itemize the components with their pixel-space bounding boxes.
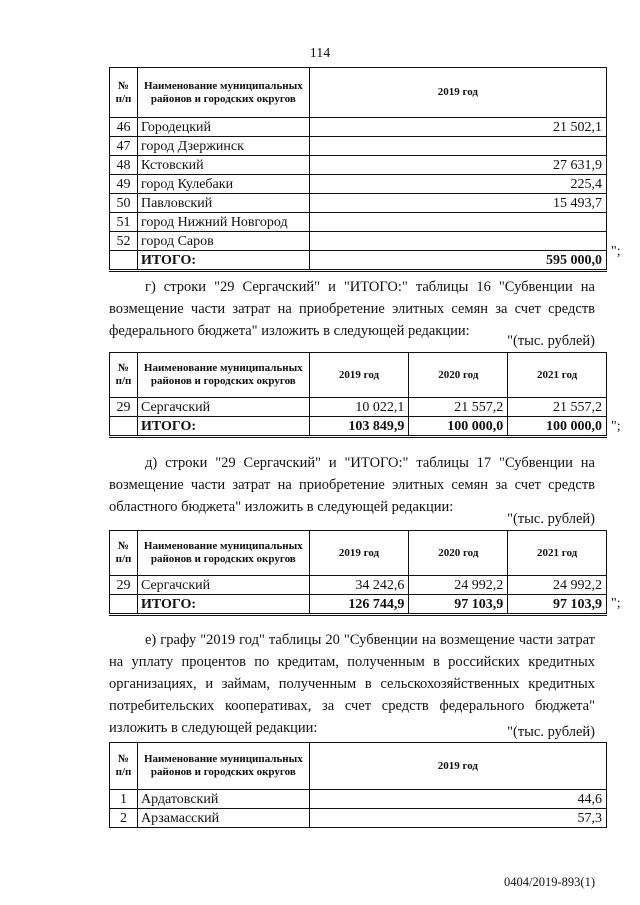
- total-label: ИТОГО:: [137, 417, 309, 437]
- row-value-2019: [309, 213, 606, 232]
- col-2021-header: 2021 год: [508, 353, 607, 398]
- row-value-2021: 21 557,2: [508, 398, 607, 417]
- row-no: 46: [110, 118, 138, 137]
- table-row: [110, 118, 607, 137]
- row-value-2019: [309, 137, 606, 156]
- total-label: ИТОГО:: [137, 251, 309, 271]
- row-value-2020: 21 557,2: [409, 398, 508, 417]
- row-no: 2: [110, 809, 138, 828]
- row-no: 51: [110, 213, 138, 232]
- document-code: 0404/2019-893(1): [504, 875, 595, 889]
- closing-quote: ";: [611, 596, 621, 611]
- row-name: Ардатовский: [137, 790, 309, 809]
- row-value-2019: 15 493,7: [309, 194, 606, 213]
- row-name: Городецкий: [137, 118, 309, 137]
- col-2019-header: 2019 год: [309, 68, 606, 118]
- col-2019-header: 2019 год: [309, 531, 409, 576]
- col-no-header: № п/п: [110, 743, 138, 790]
- table-row: [110, 137, 607, 156]
- row-name: город Саров: [137, 232, 309, 251]
- row-value-2021: 24 992,2: [508, 576, 607, 595]
- row-name: Кстовский: [137, 156, 309, 175]
- unit-label: "(тыс. рублей): [507, 511, 595, 527]
- unit-label: "(тыс. рублей): [507, 724, 595, 740]
- paragraph-d: д) строки "29 Сергачский" и "ИТОГО:" таблицы 17 "Субвенции на возмещение части затрат на приобретение элитных семян за счет средств областного бюджета" изложить в следующей редакции:: [109, 455, 595, 515]
- table-row: [110, 175, 607, 194]
- total-label: ИТОГО:: [137, 595, 309, 615]
- total-value-2021: 97 103,9: [508, 595, 607, 615]
- total-row: [110, 417, 607, 437]
- row-no: 48: [110, 156, 138, 175]
- row-name: город Кулебаки: [137, 175, 309, 194]
- table-row: [110, 156, 607, 175]
- table-17-elite-seeds-regional: [109, 530, 607, 616]
- row-no: 47: [110, 137, 138, 156]
- row-no: 49: [110, 175, 138, 194]
- row-no: 29: [110, 398, 138, 417]
- row-name: Павловский: [137, 194, 309, 213]
- row-name: Сергачский: [137, 576, 309, 595]
- col-name-header: Наименование муниципальных районов и городских округов: [137, 531, 309, 576]
- table-row: [110, 232, 607, 251]
- row-name: Арзамасский: [137, 809, 309, 828]
- col-name-header: Наименование муниципальных районов и городских округов: [137, 743, 309, 790]
- row-no: 50: [110, 194, 138, 213]
- row-no: 52: [110, 232, 138, 251]
- paragraph-e: е) графу "2019 год" таблицы 20 "Субвенции на возмещение части затрат на уплату процентов по кредитам, полученным в российских кредитных организациях, и займам, полученным в сельскохозяйственных кредитных потребительских кооперативах, за счет средств федерального бюджета" изложить в следующей редакции:: [109, 632, 595, 736]
- table-header-row: [110, 68, 607, 118]
- total-row: [110, 595, 607, 615]
- col-2019-header: 2019 год: [309, 743, 606, 790]
- table-row: [110, 809, 607, 828]
- total-row: [110, 251, 607, 271]
- table-20-interest-subsidies: [109, 742, 607, 828]
- total-value-2019: 126 744,9: [309, 595, 409, 615]
- col-no-header: № п/п: [110, 68, 138, 118]
- table-header-row: [110, 353, 607, 398]
- row-value-2019: 10 022,1: [309, 398, 409, 417]
- row-value-2019: 21 502,1: [309, 118, 606, 137]
- closing-quote: ";: [611, 244, 621, 259]
- closing-quote: ";: [611, 419, 621, 434]
- table-header-row: [110, 743, 607, 790]
- table-16-elite-seeds-federal: [109, 352, 607, 438]
- col-no-header: № п/п: [110, 531, 138, 576]
- total-value-2019: 595 000,0: [309, 251, 606, 271]
- table-row: [110, 576, 607, 595]
- row-value-2019: 34 242,6: [309, 576, 409, 595]
- row-name: город Дзержинск: [137, 137, 309, 156]
- row-value-2020: 24 992,2: [409, 576, 508, 595]
- row-name: город Нижний Новгород: [137, 213, 309, 232]
- total-value-2020: 97 103,9: [409, 595, 508, 615]
- total-value-2019: 103 849,9: [309, 417, 409, 437]
- row-name: Сергачский: [137, 398, 309, 417]
- unit-label: "(тыс. рублей): [507, 333, 595, 349]
- table-row: [110, 398, 607, 417]
- col-2020-header: 2020 год: [409, 531, 508, 576]
- col-2019-header: 2019 год: [309, 353, 409, 398]
- row-no: 1: [110, 790, 138, 809]
- total-value-2020: 100 000,0: [409, 417, 508, 437]
- table-row: [110, 213, 607, 232]
- table-subsidies-2019-part: [109, 67, 607, 272]
- total-value-2021: 100 000,0: [508, 417, 607, 437]
- row-value-2019: 57,3: [309, 809, 606, 828]
- page-number: 114: [309, 46, 331, 61]
- row-value-2019: 27 631,9: [309, 156, 606, 175]
- row-value-2019: 225,4: [309, 175, 606, 194]
- table-row: [110, 790, 607, 809]
- row-value-2019: [309, 232, 606, 251]
- col-2020-header: 2020 год: [409, 353, 508, 398]
- table-row: [110, 194, 607, 213]
- row-no: 29: [110, 576, 138, 595]
- col-name-header: Наименование муниципальных районов и городских округов: [137, 353, 309, 398]
- col-name-header: Наименование муниципальных районов и городских округов: [137, 68, 309, 118]
- row-value-2019: 44,6: [309, 790, 606, 809]
- paragraph-g: г) строки "29 Сергачский" и "ИТОГО:" таблицы 16 "Субвенции на возмещение части затрат на приобретение элитных семян за счет средств федерального бюджета" изложить в следующей редакции:: [109, 279, 595, 339]
- table-header-row: [110, 531, 607, 576]
- col-no-header: № п/п: [110, 353, 138, 398]
- col-2021-header: 2021 год: [508, 531, 607, 576]
